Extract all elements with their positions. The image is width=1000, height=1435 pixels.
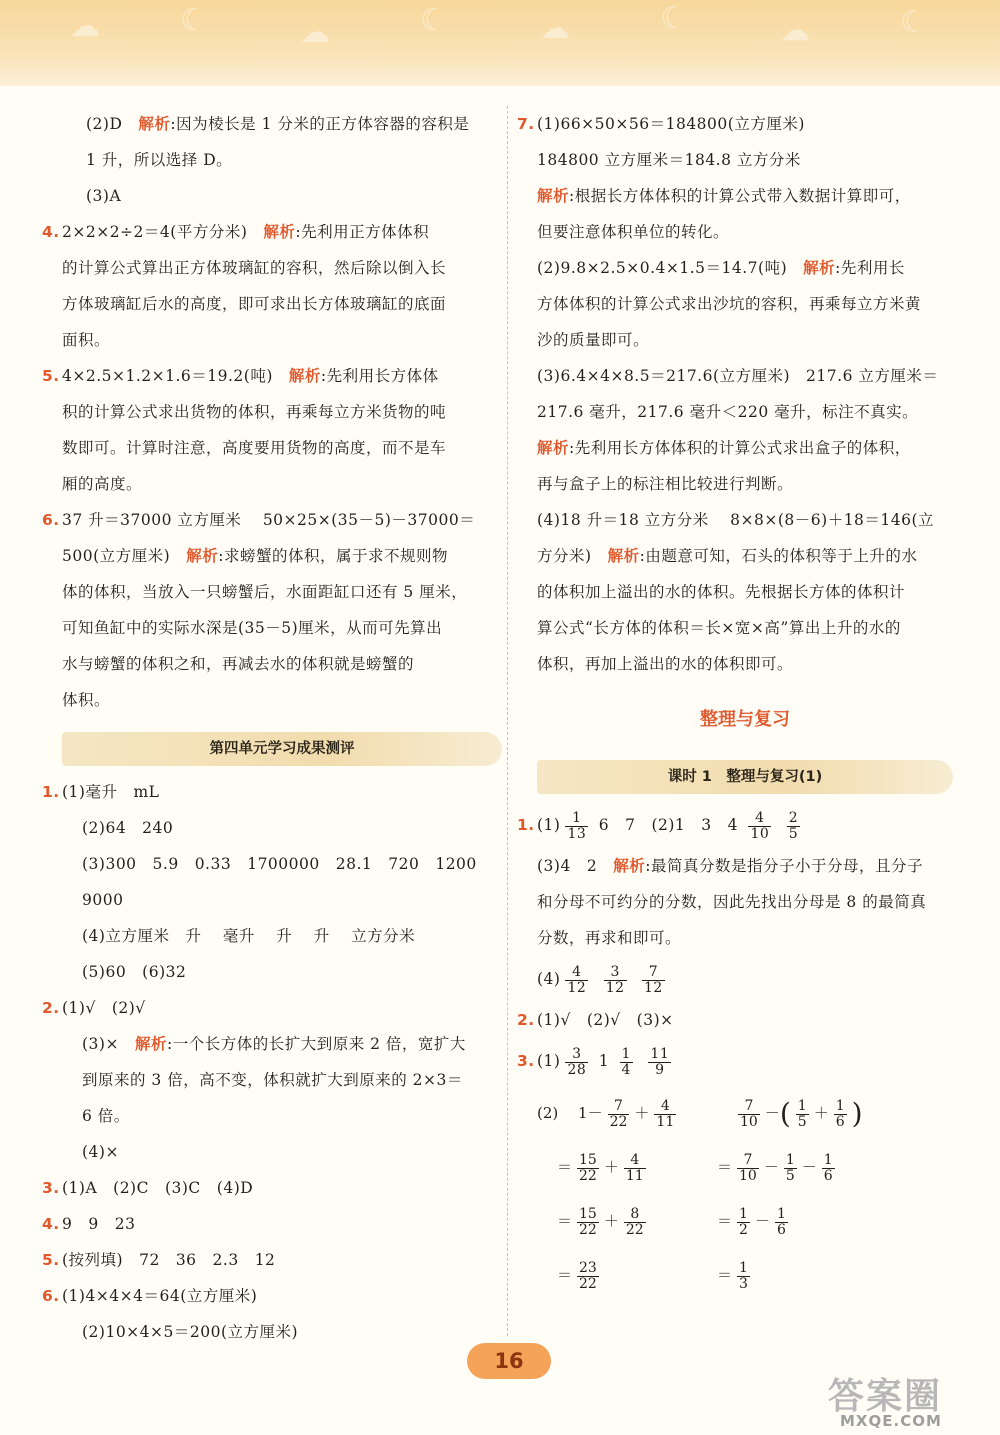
fraction: $\frac{1}{13}$ (567, 809, 587, 842)
cloud-decoration: ☁ (70, 9, 100, 44)
answer-line: (4) $\frac{4}{12}$ $\frac{3}{12}$ $\frac{7}{12}$ (537, 963, 663, 996)
calculation-block (537, 1088, 953, 1306)
watermark-url: MXQE.COM (840, 1412, 942, 1430)
fraction: $\frac{3}{28}$ (567, 1045, 587, 1078)
answer-line: (2)D 解析:因为棱长是 1 分米的正方体容器的容积是 (86, 115, 470, 133)
answer-line: 3. (1) $\frac{3}{28}$ 1 $\frac{1}{4}$ $\frac{11}{9}$ (517, 1045, 670, 1078)
unit-test-band: 第四单元学习成果测评 (62, 732, 502, 766)
calc-line: ＝ $\frac{23}{22}$ (557, 1259, 597, 1292)
fraction: $\frac{1}{5}$ (785, 1151, 795, 1184)
answer-line: (4)立方厘米 升 毫升 升 升 立方分米 (82, 927, 416, 945)
fraction: $\frac{4}{12}$ (567, 963, 587, 996)
calc-line: ＝ $\frac{1}{2}$ － $\frac{1}{6}$ (717, 1205, 786, 1238)
page-number: 16 (467, 1343, 551, 1379)
fraction: $\frac{8}{22}$ (625, 1205, 644, 1238)
calc-line: $\frac{7}{10}$ －( $\frac{1}{5}$ ＋ $\frac{1}{6}$ ) (740, 1097, 863, 1130)
answer-line: (3)A (86, 187, 122, 205)
answer-line: (3)6.4×4×8.5＝217.6(立方厘米) 217.6 立方厘米＝ (537, 367, 939, 385)
fraction: $\frac{11}{9}$ (650, 1045, 670, 1078)
answer-line: 4. 2×2×2÷2＝4(平方分米) 解析:先利用正方体体积 (42, 223, 430, 241)
top-banner (0, 0, 1000, 86)
fraction: $\frac{4}{10}$ (750, 809, 770, 842)
cloud-decoration: ☁ (300, 15, 330, 50)
moon-decoration: ☾ (900, 5, 927, 40)
answer-line: 体的体积，当放入一只螃蟹后，水面距缸口还有 5 厘米， (62, 583, 468, 601)
fraction: $\frac{1}{6}$ (823, 1151, 833, 1184)
calc-line: ＝ $\frac{1}{3}$ (717, 1259, 748, 1292)
answer-line: 分数，再求和即可。 (537, 929, 682, 947)
calc-line: ＝ $\frac{15}{22}$ ＋ $\frac{8}{22}$ (557, 1205, 644, 1238)
fraction: $\frac{7}{10}$ (740, 1097, 758, 1130)
answer-line: 184800 立方厘米＝184.8 立方分米 (537, 151, 801, 169)
answer-line: 2. (1)√ (2)√ (3)× (517, 1011, 674, 1029)
moon-decoration: ☾ (420, 3, 447, 38)
calc-line: (2) 1－ $\frac{7}{22}$ ＋ $\frac{4}{11}$ (537, 1097, 675, 1130)
answer-line: 6 倍。 (82, 1107, 130, 1125)
fraction: $\frac{15}{22}$ (579, 1205, 597, 1238)
cloud-decoration: ☁ (540, 11, 570, 46)
answer-line: 9000 (82, 891, 124, 909)
fraction: $\frac{7}{22}$ (609, 1097, 628, 1130)
answer-line: 积的计算公式求出货物的体积，再乘每立方米货物的吨 (62, 403, 447, 421)
answer-line: 但要注意体积单位的转化。 (537, 223, 730, 241)
answer-line: 再与盒子上的标注相比较进行判断。 (537, 475, 794, 493)
section-title: 整理与复习 (700, 709, 790, 730)
answer-line: 体积，再加上溢出的水的体积即可。 (537, 655, 794, 673)
answer-line: 1 升，所以选择 D。 (86, 151, 233, 169)
answer-line: 2. (1)√ (2)√ (42, 999, 146, 1017)
answer-line: 体积。 (62, 691, 111, 709)
fraction: $\frac{15}{22}$ (579, 1151, 597, 1184)
answer-line: (4)18 升＝18 立方分米 8×8×(8－6)＋18＝146(立 (537, 511, 935, 529)
answer-line: 和分母不可约分的分数，因此先找出分母是 8 的最简真 (537, 893, 927, 911)
answer-line: (3)300 5.9 0.33 1700000 28.1 720 1200 (82, 855, 477, 873)
answer-line: (3)× 解析:一个长方体的长扩大到原来 2 倍，宽扩大 (82, 1035, 466, 1053)
answer-line: 1. (1) $\frac{1}{13}$ 6 7 (2)1 3 4 $\frac{4}{10}$ $\frac{2}{5}$ (517, 809, 799, 842)
answer-line: 6. (1)4×4×4＝64(立方厘米) (42, 1287, 258, 1305)
cloud-decoration: ☁ (780, 13, 810, 48)
answer-line: 6. 37 升＝37000 立方厘米 50×25×(35－5)－37000＝ (42, 511, 476, 529)
fraction: $\frac{1}{4}$ (621, 1045, 631, 1078)
column-divider (507, 106, 508, 1336)
fraction: $\frac{1}{5}$ (797, 1097, 807, 1130)
fraction: $\frac{7}{12}$ (644, 963, 663, 996)
answer-line: (4)× (82, 1143, 119, 1161)
answer-line: 的计算公式算出正方体玻璃缸的容积，然后除以倒入长 (62, 259, 447, 277)
answer-line: 方体玻璃缸后水的高度，即可求出长方体玻璃缸的底面 (62, 295, 447, 313)
answer-line: 7. (1)66×50×56＝184800(立方厘米) (517, 115, 805, 133)
fraction: $\frac{3}{12}$ (605, 963, 625, 996)
right-column (513, 106, 953, 1306)
answer-line: 5. (按列填) 72 36 2.3 12 (42, 1251, 276, 1269)
answer-line: 解析:根据长方体体积的计算公式带入数据计算即可， (537, 187, 911, 205)
answer-line: 沙的质量即可。 (537, 331, 650, 349)
answer-line: 水与螃蟹的体积之和，再减去水的体积就是螃蟹的 (62, 655, 415, 673)
answer-line: 5. 4×2.5×1.2×1.6＝19.2(吨) 解析:先利用长方体体 (42, 367, 439, 385)
watermark-logo (820, 1378, 1000, 1435)
fraction: $\frac{1}{6}$ (835, 1097, 845, 1130)
lesson-band: 课时 1 整理与复习(1) (537, 760, 953, 794)
moon-decoration: ☾ (180, 3, 207, 38)
answer-line: 厢的高度。 (62, 475, 143, 493)
fraction: $\frac{23}{22}$ (579, 1259, 597, 1292)
fraction: $\frac{1}{2}$ (739, 1205, 748, 1238)
answer-line: (2)9.8×2.5×0.4×1.5＝14.7(吨) 解析:先利用长 (537, 259, 905, 277)
fraction: $\frac{7}{10}$ (739, 1151, 757, 1184)
answer-line: 3. (1)A (2)C (3)C (4)D (42, 1179, 254, 1197)
answer-line: 算公式“长方体的体积＝长×宽×高”算出上升的水的 (537, 619, 901, 637)
answer-line: 解析:先利用长方体体积的计算公式求出盒子的体积， (537, 439, 911, 457)
left-column (42, 106, 502, 1350)
watermark-text: 答案圈 (828, 1376, 943, 1417)
calc-line: ＝ $\frac{15}{22}$ ＋ $\frac{4}{11}$ (557, 1151, 644, 1184)
answer-line: (2)64 240 (82, 819, 174, 837)
answer-line: 1. (1)毫升 mL (42, 783, 160, 801)
answer-line: 方体体积的计算公式求出沙坑的容积，再乘每立方米黄 (537, 295, 922, 313)
answer-line: (5)60 (6)32 (82, 963, 187, 981)
fraction: $\frac{4}{11}$ (625, 1151, 644, 1184)
calc-line: ＝ $\frac{7}{10}$ － $\frac{1}{5}$ － $\frac{1}{6}$ (717, 1151, 833, 1184)
answer-line: 500(立方厘米) 解析:求螃蟹的体积，属于求不规则物 (62, 547, 448, 565)
fraction: $\frac{1}{3}$ (739, 1259, 748, 1292)
answer-line: 217.6 毫升，217.6 毫升＜220 毫升，标注不真实。 (537, 403, 919, 421)
answer-line: 数即可。计算时注意，高度要用货物的高度，而不是车 (62, 439, 447, 457)
answer-line: (2)10×4×5＝200(立方厘米) (82, 1323, 299, 1341)
moon-decoration: ☾ (660, 1, 687, 36)
fraction: $\frac{4}{11}$ (656, 1097, 675, 1130)
fraction: $\frac{2}{5}$ (788, 809, 799, 842)
answer-line: 面积。 (62, 331, 111, 349)
answer-line: 的体积加上溢出的水的体积。先根据长方体的体积计 (537, 583, 906, 601)
answer-line: 可知鱼缸中的实际水深是(35－5)厘米，从而可先算出 (62, 619, 443, 637)
answer-line: 4. 9 9 23 (42, 1215, 136, 1233)
answer-line: 方分米) 解析:由题意可知，石头的体积等于上升的水 (537, 547, 918, 565)
answer-line: (3)4 2 解析:最简真分数是指分子小于分母，且分子 (537, 857, 923, 875)
fraction: $\frac{1}{6}$ (776, 1205, 786, 1238)
answer-line: 到原来的 3 倍，高不变，体积就扩大到原来的 2×3＝ (82, 1071, 463, 1089)
